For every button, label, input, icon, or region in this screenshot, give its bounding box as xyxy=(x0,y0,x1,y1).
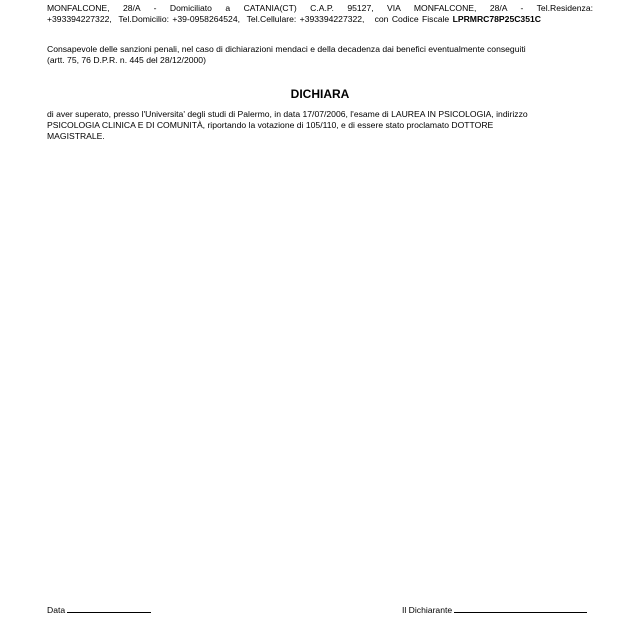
declarant-blank-line[interactable] xyxy=(454,604,587,613)
declaration-line-1: di aver superato, presso l'Universita' degli studi di Palermo, in data 17/07/2006, l'esame di LAUREA IN PSICOLOGIA, indirizzo xyxy=(47,109,528,119)
date-label: Data xyxy=(47,605,66,615)
declaration-line-2: PSICOLOGIA CLINICA E DI COMUNITÀ, riportando la votazione di 105/110, e di essere stato proclamato DOTTORE xyxy=(47,120,494,130)
header-address-line: MONFALCONE, 28/A - Domiciliato a CATANIA(CT) C.A.P. 95127, VIA MONFALCONE, 28/A - Tel.Residenza: xyxy=(47,3,593,13)
declaration-line-3: MAGISTRALE. xyxy=(47,131,105,141)
document-title: DICHIARA xyxy=(290,87,350,101)
declarant-label: Il Dichiarante xyxy=(402,605,453,615)
codice-fiscale: LPRMRC78P25C351C xyxy=(452,14,541,24)
premise-line-2: (artt. 75, 76 D.P.R. n. 445 del 28/12/2000) xyxy=(47,55,206,65)
header-contacts-line xyxy=(47,14,541,25)
declarant-signature-field xyxy=(402,604,587,615)
date-signature-field xyxy=(47,604,151,615)
contacts-text: +393394227322, Tel.Domicilio: +39-0958264524, Tel.Cellulare: +393394227322, con Codice Fiscale xyxy=(47,14,453,24)
date-blank-line[interactable] xyxy=(67,604,151,613)
premise-line-1: Consapevole delle sanzioni penali, nel caso di dichiarazioni mendaci e della decadenza dai benefici eventualmente conseguiti xyxy=(47,44,526,54)
